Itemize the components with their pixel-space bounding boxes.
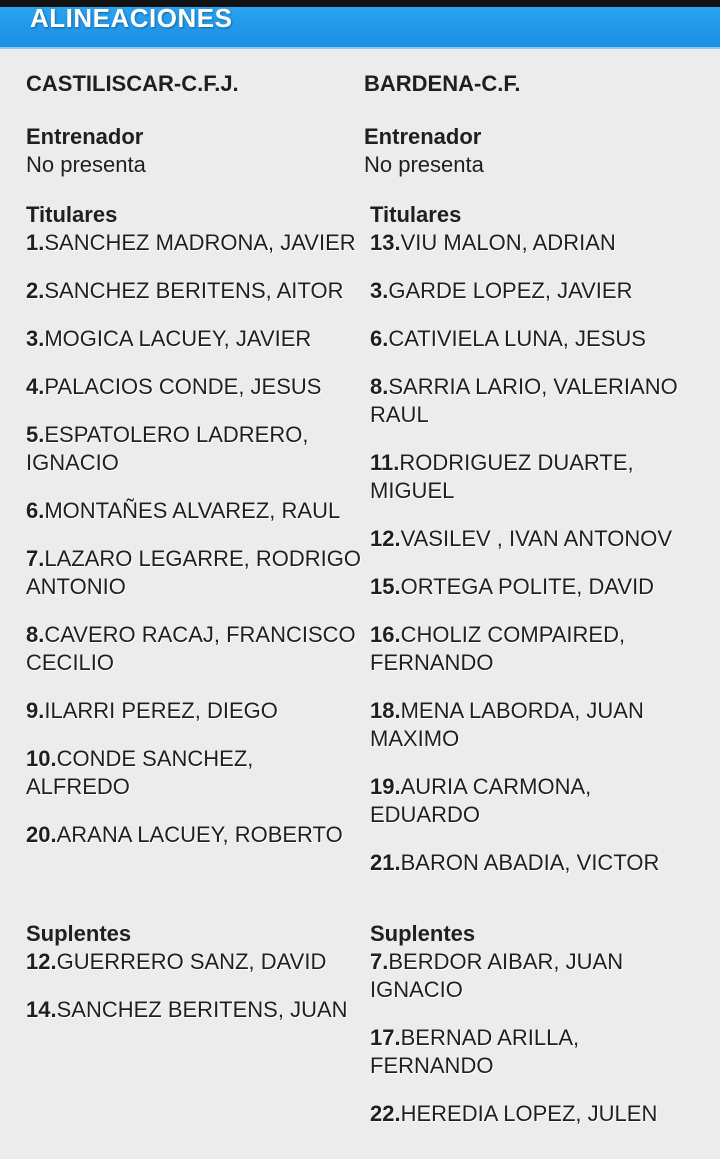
player-number: 12. [26,949,57,974]
player-entry [370,277,704,305]
player-name: SANCHEZ BERITENS, AITOR [44,278,344,303]
player-entry [26,821,362,849]
player-entry [370,948,704,1004]
player-entry [370,449,704,505]
player-entry [370,373,704,429]
player-number: 2. [26,278,45,303]
section-header [0,3,720,49]
player-name: RODRIGUEZ DUARTE, MIGUEL [370,450,634,503]
player-number: 5. [26,422,45,447]
home-coach-value: No presenta [26,152,146,177]
away-starters-list [370,229,704,877]
away-team-name: BARDENA-C.F. [364,71,521,96]
home-subs-list [26,948,348,1024]
player-name: ORTEGA POLITE, DAVID [400,574,655,599]
player-number: 21. [370,850,401,875]
player-name: SARRIA LARIO, VALERIANO RAUL [370,374,678,427]
player-number: 11. [370,450,400,475]
player-number: 8. [26,622,45,647]
player-name: LAZARO LEGARRE, RODRIGO ANTONIO [26,546,361,599]
player-number: 14. [26,997,57,1022]
player-entry [26,421,362,477]
home-subs-label: Suplentes [26,921,132,946]
player-number: 20. [26,822,57,847]
home-lineup-column [26,70,362,1022]
player-name: PALACIOS CONDE, JESUS [44,374,322,399]
player-entry [26,948,348,976]
player-name: VASILEV , IVAN ANTONOV [400,526,673,551]
player-name: AURIA CARMONA, EDUARDO [370,774,592,827]
player-name: ILARRI PEREZ, DIEGO [44,698,278,723]
player-number: 7. [26,546,45,571]
player-name: HEREDIA LOPEZ, JULEN [400,1101,658,1126]
player-number: 10. [26,746,57,771]
player-entry [26,697,362,725]
player-entry [26,497,362,525]
player-name: ARANA LACUEY, ROBERTO [56,822,343,847]
player-name: GARDE LOPEZ, JAVIER [388,278,633,303]
away-lineup-column [364,70,704,1126]
player-name: MENA LABORDA, JUAN MAXIMO [370,698,644,751]
player-number: 7. [370,949,389,974]
player-name: BERNAD ARILLA, FERNANDO [370,1025,580,1078]
home-team-name: CASTILISCAR-C.F.J. [26,71,239,96]
player-number: 3. [370,278,389,303]
player-entry [370,773,704,829]
away-starters-label: Titulares [370,202,462,227]
player-name: GUERRERO SANZ, DAVID [56,949,327,974]
player-entry [370,525,704,553]
player-entry [370,325,704,353]
player-entry [26,996,348,1024]
player-name: SANCHEZ BERITENS, JUAN [56,997,348,1022]
player-entry [370,229,704,257]
away-subs-label: Suplentes [370,921,476,946]
player-name: CAVERO RACAJ, FRANCISCO CECILIO [26,622,356,675]
player-entry [26,229,362,257]
home-starters-label: Titulares [26,202,118,227]
player-entry [370,849,704,877]
home-starters-list [26,229,362,849]
away-subs-list [370,948,704,1128]
player-name: SANCHEZ MADRONA, JAVIER [44,230,356,255]
away-subs-block [370,920,704,1148]
player-number: 8. [370,374,389,399]
section-title: ALINEACIONES [30,3,233,33]
player-number: 15. [370,574,401,599]
player-number: 19. [370,774,401,799]
player-entry [370,1100,704,1128]
player-number: 3. [26,326,45,351]
player-number: 9. [26,698,45,723]
player-name: CHOLIZ COMPAIRED, FERNANDO [370,622,626,675]
player-name: CONDE SANCHEZ, ALFREDO [26,746,254,799]
player-entry [370,573,704,601]
player-name: BERDOR AIBAR, JUAN IGNACIO [370,949,624,1002]
player-entry [26,745,362,801]
player-number: 18. [370,698,401,723]
away-starters-block [370,201,704,877]
player-number: 13. [370,230,401,255]
player-entry [26,545,362,601]
player-entry [26,373,362,401]
player-entry [26,621,362,677]
player-number: 17. [370,1025,401,1050]
away-coach-value: No presenta [364,152,484,177]
player-number: 6. [370,326,389,351]
player-entry [370,621,704,677]
player-number: 12. [370,526,401,551]
player-number: 16. [370,622,401,647]
player-name: MOGICA LACUEY, JAVIER [44,326,312,351]
player-number: 6. [26,498,45,523]
player-entry [26,277,362,305]
player-entry [26,325,362,353]
player-number: 4. [26,374,45,399]
player-name: BARON ABADIA, VICTOR [400,850,660,875]
home-subs-block [26,920,348,1044]
player-number: 1. [26,230,45,255]
player-entry [370,1024,704,1080]
player-number: 22. [370,1101,401,1126]
home-coach-label: Entrenador [26,124,144,149]
player-name: VIU MALON, ADRIAN [400,230,616,255]
player-entry [370,697,704,753]
away-coach-label: Entrenador [364,124,482,149]
player-name: MONTAÑES ALVAREZ, RAUL [44,498,341,523]
player-name: ESPATOLERO LADRERO, IGNACIO [26,422,309,475]
player-name: CATIVIELA LUNA, JESUS [388,326,646,351]
